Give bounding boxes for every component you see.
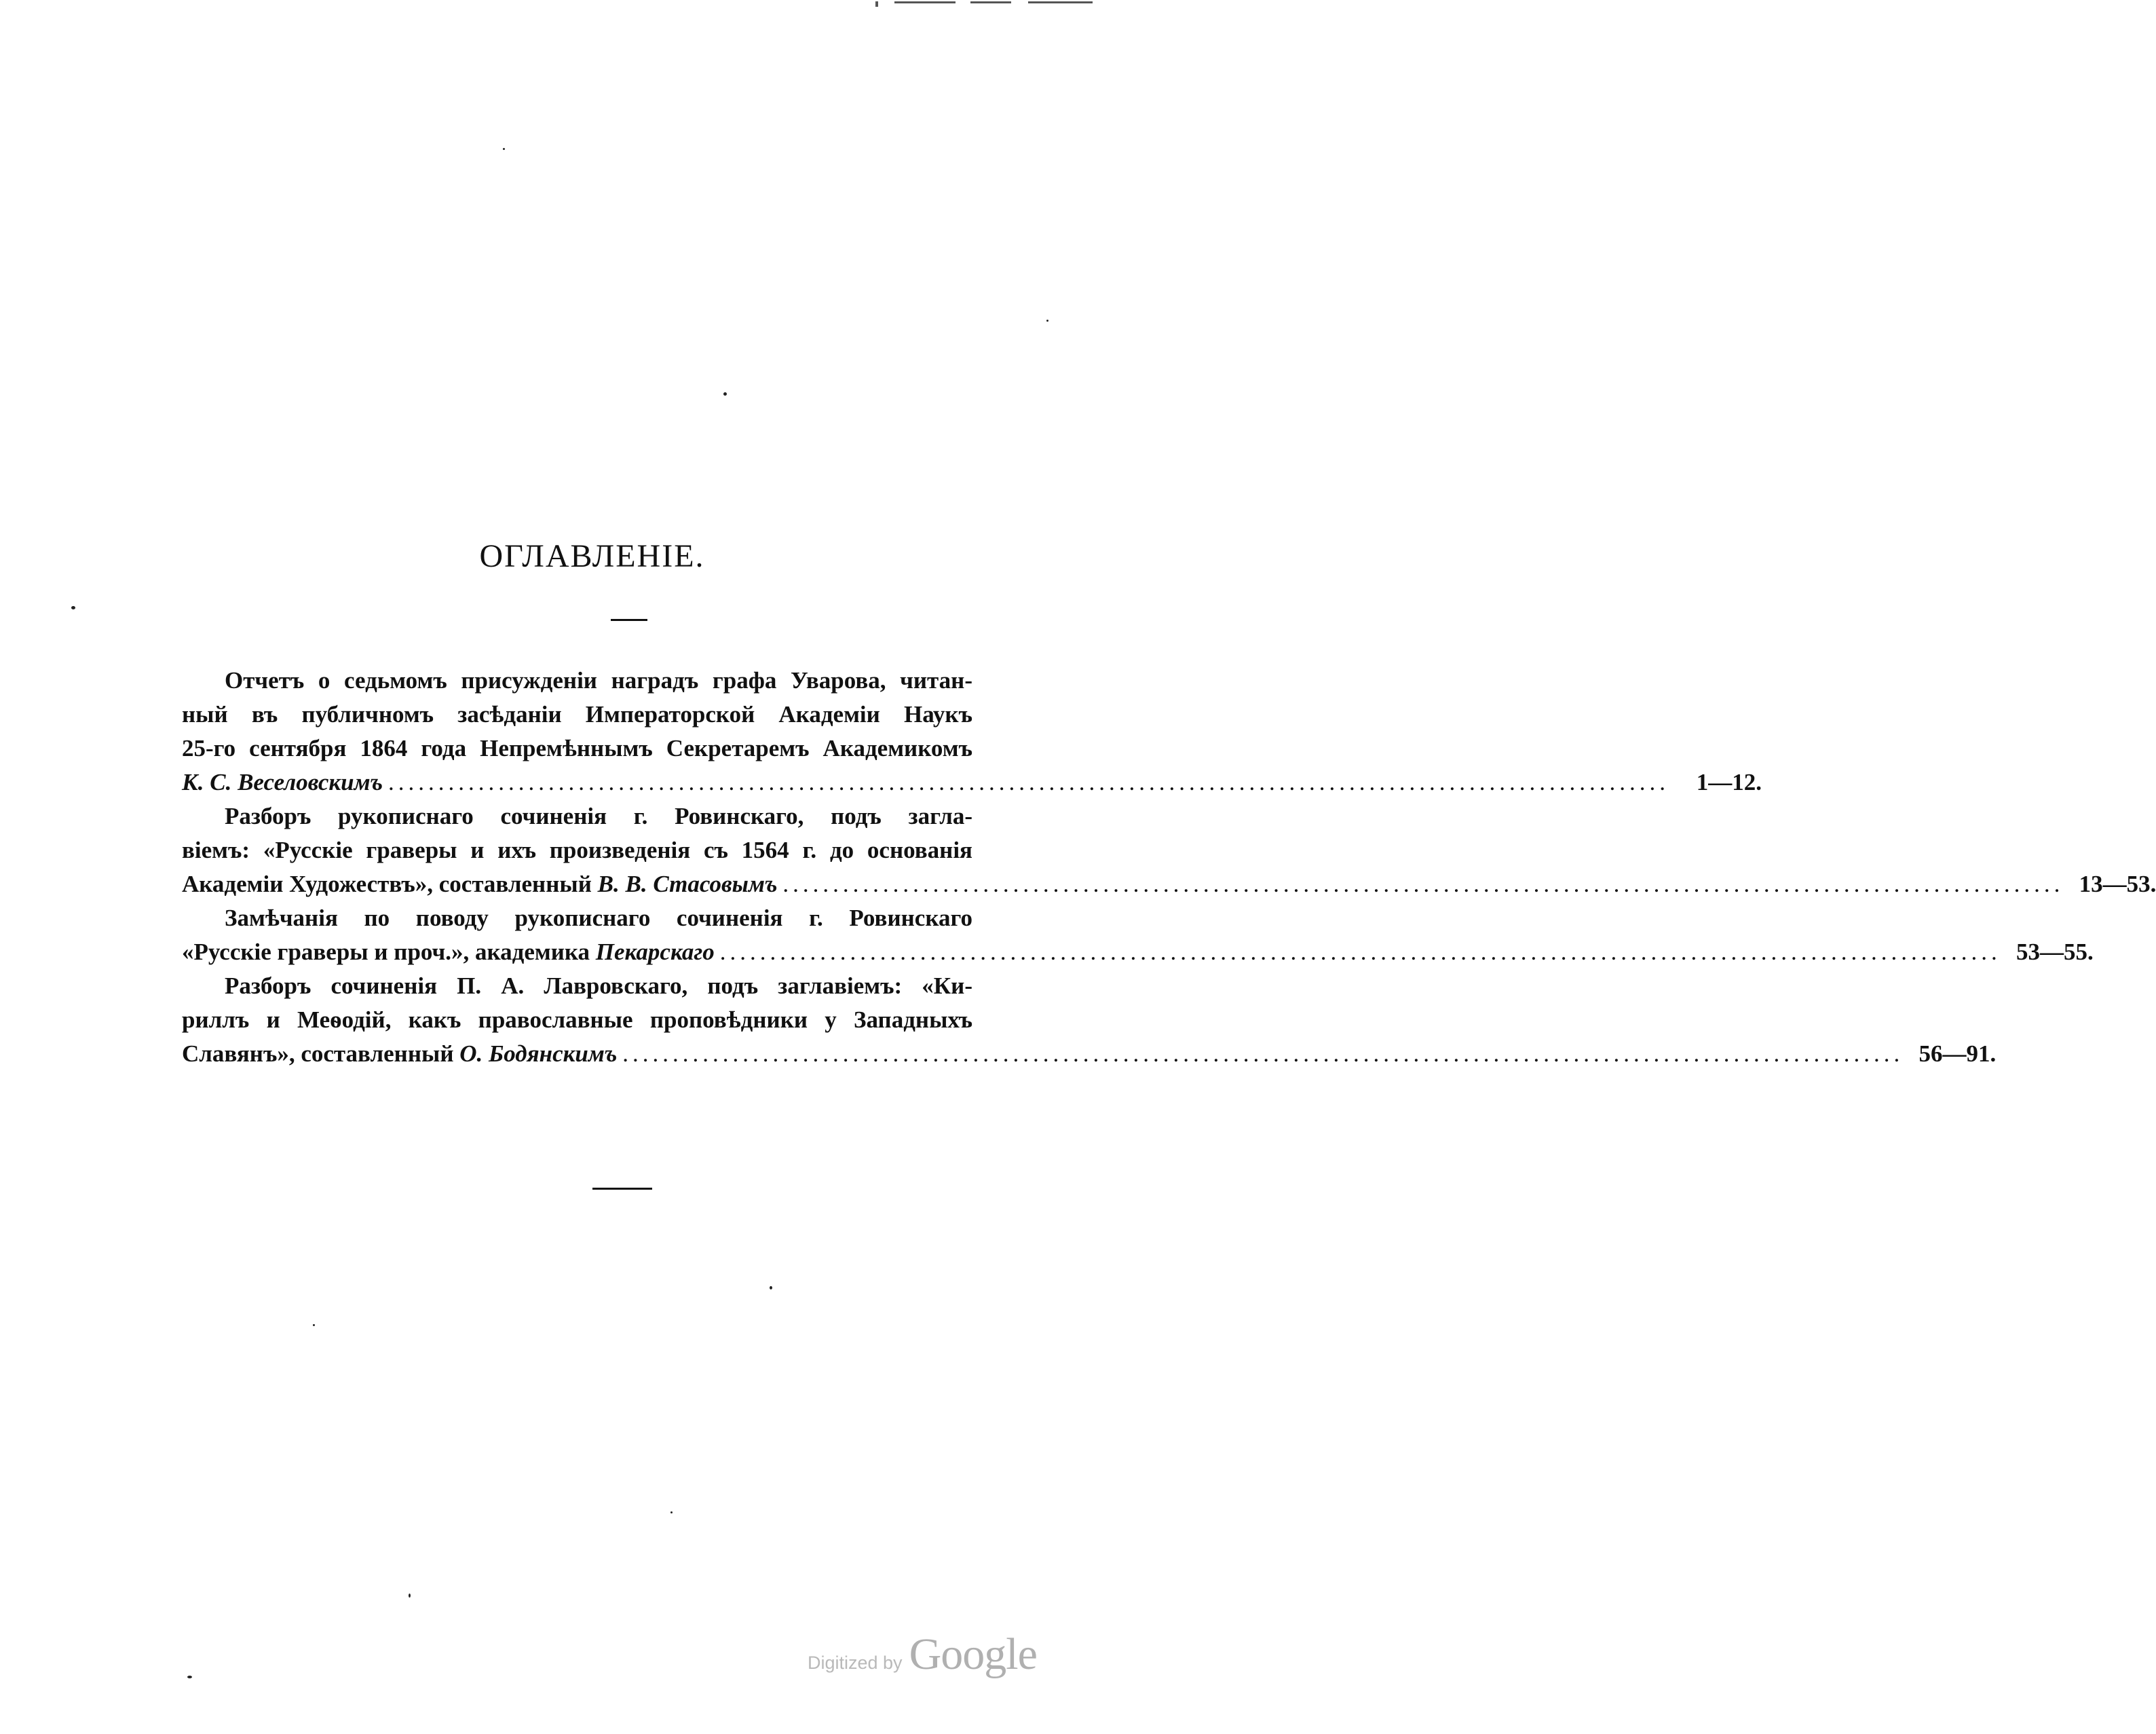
scan-speck [313,1324,315,1326]
digitized-by-label: Digitized by [808,1653,903,1673]
toc-entry [182,969,1997,1071]
toc-line: Замѣчанія по поводу рукописнаго сочиненія г. Ровинскаго [225,905,972,931]
toc-author: Пекарскаго [595,939,715,965]
scan-mark [970,1,1011,3]
toc-entry-last-line [182,766,1762,799]
scan-speck [1046,320,1048,322]
toc-pages: 13—53. [2079,871,2156,897]
toc-line: Разборъ сочиненія П. А. Лавровскаго, подъ заглавіемъ: «Ки- [225,973,972,999]
toc-leader: ................................................................................................................................ [388,769,1670,795]
toc-pages: 1—12. [1696,769,1762,795]
scan-speck [409,1594,411,1598]
toc-text-plain: «Русскіе граверы и проч.», академика [182,939,596,965]
toc-author: К. С. Веселовскимъ [182,769,383,795]
toc-entry-last-line [182,867,2156,901]
toc-text [182,935,715,969]
toc-author: В. В. Стасовымъ [597,871,778,897]
toc-line: віемъ: «Русскіе граверы и ихъ произведенія съ 1564 г. до основанія [182,837,972,863]
toc-entry-last-line [182,935,2094,969]
scan-speck [723,392,727,396]
toc-pages: 56—91. [1918,1040,1997,1067]
toc-author: О. Бодянскимъ [459,1040,618,1067]
google-watermark [808,1629,1037,1683]
toc-line: 25-го сентября 1864 года Непремѣннымъ Секретаремъ Академикомъ [182,735,972,761]
top-scan-marks [875,0,1106,10]
title-rule [611,619,647,621]
toc-entry [182,664,1762,799]
google-logo: Google [909,1629,1037,1679]
toc-leader: ................................................................................................................................ [719,939,2001,965]
toc-entry [182,901,2094,969]
toc-line: Отчетъ о седьмомъ присужденіи наградъ графа Уварова, читан- [225,667,972,694]
toc-entry [182,799,2156,901]
toc-text-plain: Академіи Художествъ», составленный [182,871,598,897]
scan-mark [875,1,878,7]
scan-speck [670,1511,673,1513]
scan-speck [770,1286,772,1289]
toc-text [182,867,777,901]
scan-mark [1028,1,1093,3]
scan-speck [187,1676,192,1678]
scan-speck [71,606,75,609]
table-of-contents [182,664,2156,1071]
toc-text-plain: Славянъ», составленный [182,1040,460,1067]
scan-speck [503,148,505,150]
toc-line: Разборъ рукописнаго сочиненія г. Ровинскаго, подъ загла- [225,803,972,829]
toc-leader: ................................................................................................................................ [782,871,2064,897]
scan-mark [894,1,956,3]
toc-line: ный въ публичномъ засѣданіи Императорской Академіи Наукъ [182,701,972,728]
closing-rule [592,1188,652,1190]
toc-line: риллъ и Меѳодій, какъ православные проповѣдники у Западныхъ [182,1006,972,1033]
toc-leader: ................................................................................................................................ [622,1040,1904,1067]
toc-text [182,1037,617,1071]
page-title: ОГЛАВЛЕНІЕ. [479,538,705,574]
toc-pages: 53—55. [2016,939,2094,965]
toc-entry-last-line [182,1037,1997,1071]
